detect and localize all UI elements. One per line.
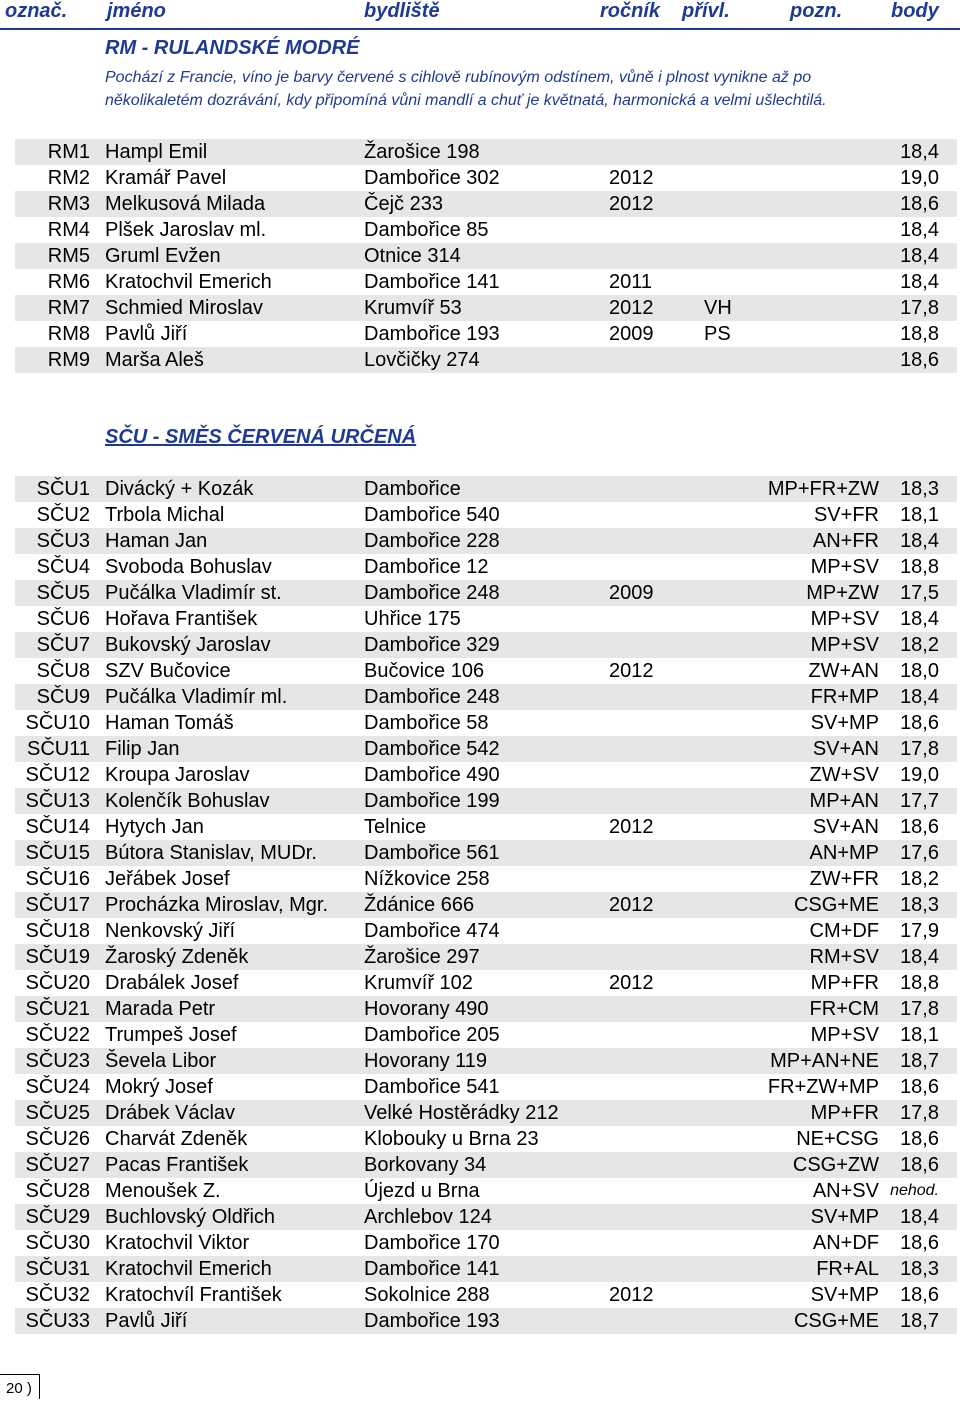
row-place: Dambořice 542 [364,738,500,760]
row-place: Dambořice [364,478,461,500]
row-score: 18,2 [900,868,939,890]
row-name: Hampl Emil [105,141,208,163]
row-name: Hytych Jan [105,816,204,838]
row-score: 18,6 [900,1128,939,1150]
row-place: Krumvíř 102 [364,972,473,994]
row-id: SČU26 [25,1128,90,1150]
row-name: SZV Bučovice [105,660,231,682]
row-id: SČU28 [25,1180,90,1202]
row-id: SČU16 [25,868,90,890]
row-score: 18,3 [900,478,939,500]
row-id: SČU29 [25,1206,90,1228]
row-place: Dambořice 85 [364,219,489,241]
row-id: SČU10 [25,712,90,734]
row-id: SČU7 [36,634,90,656]
row-place: Dambořice 193 [364,323,500,345]
row-id: SČU33 [25,1310,90,1332]
row-id: SČU9 [36,686,90,708]
row-name: Kramář Pavel [105,167,227,189]
table-row [15,1022,957,1048]
row-score: 18,2 [900,634,939,656]
row-note: MP+ZW [806,582,879,604]
row-year: 2012 [609,193,654,215]
row-id: SČU2 [36,504,90,526]
table-row [15,502,957,528]
table-row [15,1230,957,1256]
table-row [15,243,957,269]
table-row [15,476,957,502]
row-name: Drabálek Josef [105,972,239,994]
row-place: Dambořice 490 [364,764,500,786]
row-name: Pučálka Vladimír ml. [105,686,288,708]
row-id: SČU1 [36,478,90,500]
row-place: Dambořice 199 [364,790,500,812]
row-id: SČU32 [25,1284,90,1306]
header-note: pozn. [790,0,843,22]
table-row [15,892,957,918]
row-score: 18,4 [900,245,939,267]
table-row [15,1048,957,1074]
table-row [15,736,957,762]
row-id: SČU30 [25,1232,90,1254]
row-place: Hovorany 490 [364,998,489,1020]
row-note: ZW+AN [808,660,879,682]
row-score: 19,0 [900,764,939,786]
row-name: Kratochvil Emerich [105,271,272,293]
row-name: Marada Petr [105,998,216,1020]
row-score: 17,6 [900,842,939,864]
row-id: SČU4 [36,556,90,578]
row-score: 18,4 [900,608,939,630]
row-place: Čejč 233 [364,193,443,215]
row-note: SV+FR [813,504,879,526]
row-name: Trbola Michal [105,504,225,526]
row-score: 19,0 [900,167,939,189]
row-score: 18,4 [900,530,939,552]
row-name: Trumpeš Josef [105,1024,237,1046]
row-note: CSG+ME [793,1310,879,1332]
row-note: FR+AL [816,1258,879,1280]
row-name: Kroupa Jaroslav [105,764,250,786]
row-id: SČU24 [25,1076,90,1098]
row-name: Žaroský Zdeněk [105,946,249,968]
row-name: Nenkovský Jiří [105,920,236,942]
scu-section-title: SČU - SMĚS ČERVENÁ URČENÁ [105,426,417,448]
header-extra: přívl. [682,0,730,22]
row-year: 2012 [609,894,654,916]
row-note: SV+AN [812,738,879,760]
table-row [15,295,957,321]
row-id: RM3 [47,193,90,215]
row-id: SČU11 [27,738,90,760]
row-note: MP+AN+NE [770,1050,879,1072]
row-id: SČU27 [25,1154,90,1176]
row-note: FR+ZW+MP [767,1076,879,1098]
row-score: 18,7 [900,1310,939,1332]
row-place: Klobouky u Brna 23 [364,1128,539,1150]
row-name: Pacas František [105,1154,249,1176]
table-row [15,866,957,892]
row-score: 17,9 [900,920,939,942]
row-name: Kratochvil Emerich [105,1258,272,1280]
table-row [15,1152,957,1178]
row-score: 18,4 [900,219,939,241]
row-id: SČU14 [25,816,90,838]
row-score: 18,3 [900,1258,939,1280]
row-score: 18,6 [900,1232,939,1254]
row-name: Buchlovský Oldřich [105,1206,276,1228]
row-name: Kratochvíl František [105,1284,282,1306]
row-place: Lovčičky 274 [364,349,480,371]
row-name: Haman Tomáš [105,712,234,734]
row-year: 2012 [609,660,654,682]
row-note: MP+AN [809,790,879,812]
row-id: SČU31 [25,1258,90,1280]
row-name: Melkusová Milada [105,193,266,215]
row-name: Pavlů Jiří [105,323,188,345]
row-place: Telnice [364,816,427,838]
row-note: FR+MP [810,686,879,708]
row-name: Menoušek Z. [105,1180,221,1202]
row-year: 2012 [609,1284,654,1306]
row-name: Hořava František [105,608,258,630]
row-id: RM7 [47,297,90,319]
table-row [15,269,957,295]
row-year: 2009 [609,582,654,604]
row-note: AN+DF [812,1232,879,1254]
table-row [15,1126,957,1152]
row-score: 18,7 [900,1050,939,1072]
row-note: PS [704,323,731,345]
row-place: Archlebov 124 [364,1206,492,1228]
table-row [15,840,957,866]
table-row [15,632,957,658]
row-note: AN+FR [812,530,879,552]
row-note: CSG+ME [793,894,879,916]
row-score: 18,4 [900,946,939,968]
table-row [15,814,957,840]
table-row [15,710,957,736]
row-note: SV+MP [810,1284,879,1306]
row-note: RM+SV [809,946,879,968]
row-score: 18,6 [900,193,939,215]
row-id: SČU21 [25,998,90,1020]
row-place: Dambořice 248 [364,582,500,604]
table-row [15,762,957,788]
row-id: SČU20 [25,972,90,994]
row-score: 18,4 [900,1206,939,1228]
row-id: RM2 [47,167,90,189]
row-name: Divácký + Kozák [105,478,254,500]
row-note: MP+SV [810,634,879,656]
row-place: Hovorany 119 [364,1050,488,1072]
table-row [15,996,957,1022]
row-score: 18,4 [900,141,939,163]
row-note: MP+FR+ZW [767,478,879,500]
table-row [15,217,957,243]
row-note: SV+MP [810,1206,879,1228]
table-row [15,1178,957,1204]
row-id: SČU8 [36,660,90,682]
row-name: Pučálka Vladimír st. [105,582,282,604]
row-year: 2012 [609,972,654,994]
row-note: NE+CSG [796,1128,879,1150]
row-note: ZW+SV [809,764,879,786]
rm-table [15,139,957,373]
row-note: SV+MP [810,712,879,734]
table-row [15,684,957,710]
row-score: 18,1 [900,504,939,526]
row-score: 18,6 [900,712,939,734]
row-place: Dambořice 228 [364,530,500,552]
row-place: Otnice 314 [364,245,461,267]
row-score: 17,7 [900,790,939,812]
row-name: Svoboda Bohuslav [105,556,272,578]
row-place: Dambořice 205 [364,1024,500,1046]
column-header [0,0,960,30]
row-name: Procházka Miroslav, Mgr. [105,894,329,916]
row-name: Bukovský Jaroslav [105,634,271,656]
row-score: 18,6 [900,816,939,838]
row-score: 17,8 [900,297,939,319]
row-note: VH [704,297,732,319]
row-id: SČU23 [25,1050,90,1072]
row-note: AN+SV [812,1180,879,1202]
scu-table [15,476,957,1334]
table-row [15,1282,957,1308]
table-row [15,139,957,165]
row-id: RM6 [47,271,90,293]
row-place: Dambořice 12 [364,556,489,578]
row-score: 18,8 [900,972,939,994]
row-score: 18,0 [900,660,939,682]
header-name: jméno [107,0,166,22]
row-place: Dambořice 141 [364,1258,500,1280]
row-place: Sokolnice 288 [364,1284,490,1306]
row-note: MP+SV [810,608,879,630]
table-row [15,528,957,554]
row-year: 2012 [609,816,654,838]
row-score: 18,6 [900,349,939,371]
row-name: Mokrý Josef [105,1076,213,1098]
row-place: Uhřice 175 [364,608,461,630]
row-score: 17,8 [900,1102,939,1124]
row-id: RM9 [47,349,90,371]
row-score: 18,6 [900,1076,939,1098]
page-number: 20 ) [0,1374,40,1399]
row-id: RM8 [47,323,90,345]
row-id: SČU19 [25,946,90,968]
row-score: 18,6 [900,1154,939,1176]
row-score: 18,4 [900,686,939,708]
table-row [15,788,957,814]
row-score: 17,8 [900,998,939,1020]
row-name: Charvát Zdeněk [105,1128,248,1150]
row-id: SČU15 [25,842,90,864]
rm-section-title: RM - RULANDSKÉ MODRÉ [105,37,360,59]
row-place: Dambořice 561 [364,842,500,864]
row-place: Ždánice 666 [364,894,475,916]
header-place: bydliště [364,0,440,22]
row-name: Bútora Stanislav, MUDr. [105,842,317,864]
row-name: Filip Jan [105,738,180,760]
row-id: RM1 [47,141,90,163]
row-name: Haman Jan [105,530,208,552]
table-row [15,658,957,684]
table-row [15,1100,957,1126]
row-note: AN+MP [809,842,879,864]
row-id: SČU22 [25,1024,90,1046]
row-name: Drábek Václav [105,1102,236,1124]
table-row [15,944,957,970]
row-place: Velké Hostěrádky 212 [364,1102,559,1124]
row-note: MP+SV [810,1024,879,1046]
row-place: Dambořice 541 [364,1076,500,1098]
row-name: Marša Aleš [105,349,204,371]
row-place: Žarošice 297 [364,946,480,968]
row-place: Dambořice 540 [364,504,500,526]
row-name: Kratochvil Viktor [105,1232,250,1254]
row-name: Pavlů Jiří [105,1310,188,1332]
table-row [15,1256,957,1282]
row-place: Borkovany 34 [364,1154,487,1176]
row-name: Plšek Jaroslav ml. [105,219,267,241]
row-score: 18,3 [900,894,939,916]
row-name: Schmied Miroslav [105,297,263,319]
row-note: MP+FR [810,1102,879,1124]
row-year: 2012 [609,297,654,319]
row-id: SČU12 [25,764,90,786]
row-place: Újezd u Brna [364,1180,480,1202]
row-note: SV+AN [812,816,879,838]
row-score: nehod. [890,1182,939,1199]
table-row [15,918,957,944]
table-row [15,580,957,606]
row-note: CSG+ZW [792,1154,879,1176]
row-place: Dambořice 302 [364,167,500,189]
row-place: Krumvíř 53 [364,297,462,319]
row-id: RM5 [47,245,90,267]
row-id: SČU3 [36,530,90,552]
row-id: SČU13 [25,790,90,812]
row-year: 2011 [609,271,653,293]
row-id: SČU6 [36,608,90,630]
table-row [15,1204,957,1230]
table-row [15,321,957,347]
row-score: 18,8 [900,323,939,345]
rm-description: Pochází z Francie, víno je barvy červené s cihlově rubínovým odstínem, vůně i plnost vynikne až po několikaletém dozrávání, kdy připomíná vůni mandlí a chuť je květnatá, harmonická a velmi ušlechtilá. [105,69,827,109]
table-row [15,554,957,580]
row-note: FR+CM [809,998,879,1020]
row-place: Dambořice 141 [364,271,500,293]
row-note: MP+SV [810,556,879,578]
row-place: Dambořice 329 [364,634,500,656]
table-row [15,970,957,996]
table-row [15,606,957,632]
row-id: SČU5 [36,582,90,604]
row-place: Dambořice 474 [364,920,500,942]
row-place: Dambořice 58 [364,712,489,734]
header-score: body [891,0,939,22]
row-id: RM4 [47,219,90,241]
row-name: Gruml Evžen [105,245,221,267]
row-name: Ševela Libor [105,1050,217,1072]
table-row [15,165,957,191]
row-score: 18,6 [900,1284,939,1306]
row-score: 18,8 [900,556,939,578]
row-place: Dambořice 193 [364,1310,500,1332]
table-row [15,347,957,373]
row-id: SČU25 [25,1102,90,1124]
row-note: MP+FR [810,972,879,994]
row-id: SČU17 [25,894,90,916]
row-score: 18,1 [900,1024,939,1046]
row-place: Bučovice 106 [364,660,485,682]
row-year: 2009 [609,323,654,345]
row-year: 2012 [609,167,654,189]
row-name: Kolenčík Bohuslav [105,790,270,812]
row-score: 17,5 [900,582,939,604]
row-score: 18,4 [900,271,939,293]
row-place: Dambořice 170 [364,1232,500,1254]
table-row [15,191,957,217]
header-id: označ. [5,0,68,22]
header-year: ročník [600,0,661,22]
row-name: Jeřábek Josef [105,868,230,890]
row-note: ZW+FR [809,868,879,890]
row-score: 17,8 [900,738,939,760]
row-note: CM+DF [809,920,879,942]
table-row [15,1074,957,1100]
row-place: Nížkovice 258 [364,868,490,890]
table-row [15,1308,957,1334]
row-place: Dambořice 248 [364,686,500,708]
row-id: SČU18 [25,920,90,942]
row-place: Žarošice 198 [364,141,480,163]
